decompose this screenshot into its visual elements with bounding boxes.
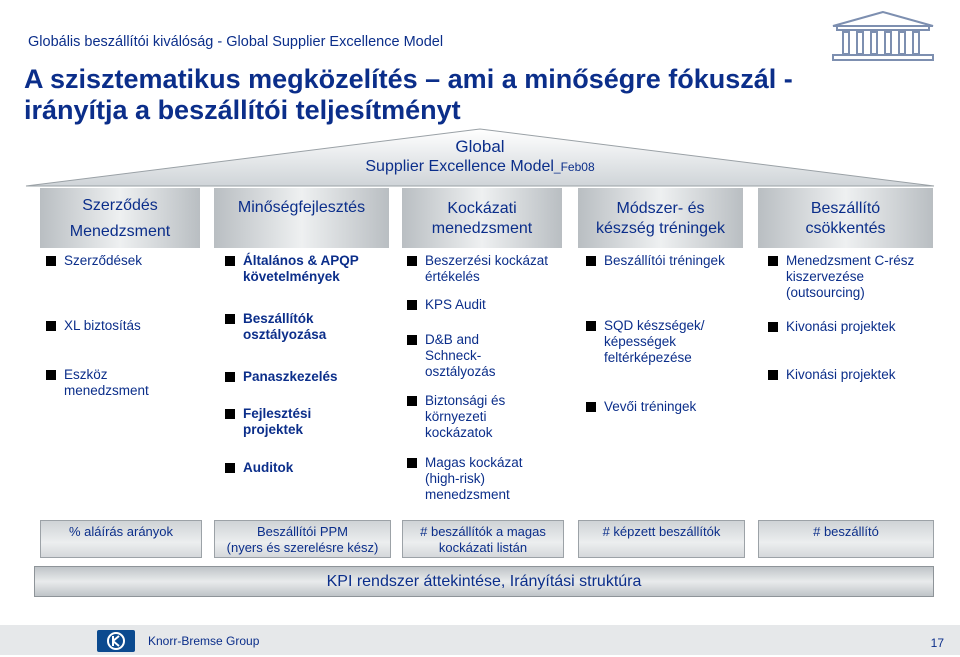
kpi-label-line2: (nyers és szerelésre kész) <box>226 540 379 555</box>
list-item: Beszállítói tréningek <box>586 253 764 269</box>
pillar-header-line1: Szerződés <box>82 197 158 214</box>
list-item: Kivonási projektek <box>768 319 946 335</box>
list-item: Beszállítók osztályozása <box>225 311 363 343</box>
pillar-header-reduction <box>758 190 933 248</box>
building-logo-icon <box>829 10 937 62</box>
list-item: D&B and Schneck-osztályozás <box>407 332 520 380</box>
roof-label-model-date: _Feb08 <box>553 160 595 174</box>
list-item: Általános & APQP követelmények <box>225 253 393 285</box>
pillar-header-quality <box>214 190 389 248</box>
kpi-box-quality <box>214 520 391 558</box>
pillar-header-line2: készség tréningek <box>596 220 725 237</box>
footer-company: Knorr-Bremse Group <box>148 634 260 648</box>
pillar-header-contract <box>40 190 200 248</box>
list-item: XL biztosítás <box>46 318 204 334</box>
kpi-box-reduction <box>758 520 934 558</box>
kpi-label-line1: # beszállítók a magas <box>420 524 546 539</box>
page-number: 17 <box>930 636 944 650</box>
pillar-header-risk <box>402 190 562 248</box>
kpi-system-base: KPI rendszer áttekintése, Irányítási struktúra <box>34 566 934 597</box>
list-item: KPS Audit <box>407 297 570 313</box>
list-item: Beszerzési kockázat értékelés <box>407 253 570 285</box>
kpi-box-training <box>578 520 745 558</box>
pillar-header-line1: Módszer- és <box>616 200 705 217</box>
roof-label-model <box>0 158 960 176</box>
pillar-header-line1: Kockázati <box>447 200 517 217</box>
list-item: Vevői tréningek <box>586 399 754 415</box>
list-item: SQD készségek/ képességek feltérképezése <box>586 318 734 366</box>
list-item: Szerződések <box>46 253 204 269</box>
list-item: Fejlesztési projektek <box>225 406 343 438</box>
footer-bar <box>0 625 960 655</box>
list-item: Kivonási projektek <box>768 367 946 383</box>
pillar-header-training <box>578 190 743 248</box>
list-item: Menedzsment C-rész kiszervezése (outsourcing) <box>768 253 946 301</box>
kpi-box-risk <box>402 520 564 558</box>
kpi-label: % aláírás arányok <box>68 524 174 539</box>
pillar-header-line2: Menedzsment <box>69 223 171 240</box>
kpi-label-line1: Beszállítói PPM <box>256 524 349 539</box>
page-title <box>24 64 793 126</box>
pillar-header-line2: menedzsment <box>431 220 533 237</box>
list-item: Magas kockázat (high-risk) menedzsment <box>407 455 550 503</box>
knorr-bremse-logo-icon <box>97 630 135 652</box>
kpi-label: # beszállító <box>813 524 879 539</box>
pillar-header-line1: Beszállító <box>810 200 881 217</box>
list-item: Panaszkezelés <box>225 369 393 385</box>
roof-label-model-main: Supplier Excellence Model <box>365 158 554 175</box>
kpi-label-line2: kockázati listán <box>438 540 528 555</box>
page-title-line2: irányítja a beszállítói teljesítményt <box>24 95 461 125</box>
list-item: Biztonsági és környezeti kockázatok <box>407 393 535 441</box>
list-item: Auditok <box>225 460 393 476</box>
header-subtitle: Globális beszállítói kiválóság - Global Supplier Excellence Model <box>28 34 444 50</box>
kpi-box-contract <box>40 520 202 558</box>
page-title-line1: A szisztematikus megközelítés – ami a minőségre fókuszál - <box>24 64 793 94</box>
list-item: Eszköz menedzsment <box>46 367 164 399</box>
pillar-header-line2: csökkentés <box>805 220 886 237</box>
kpi-label: # képzett beszállítók <box>602 524 721 539</box>
pillar-header-line1: Minőségfejlesztés <box>237 199 366 216</box>
roof-label-global: Global <box>455 137 505 156</box>
